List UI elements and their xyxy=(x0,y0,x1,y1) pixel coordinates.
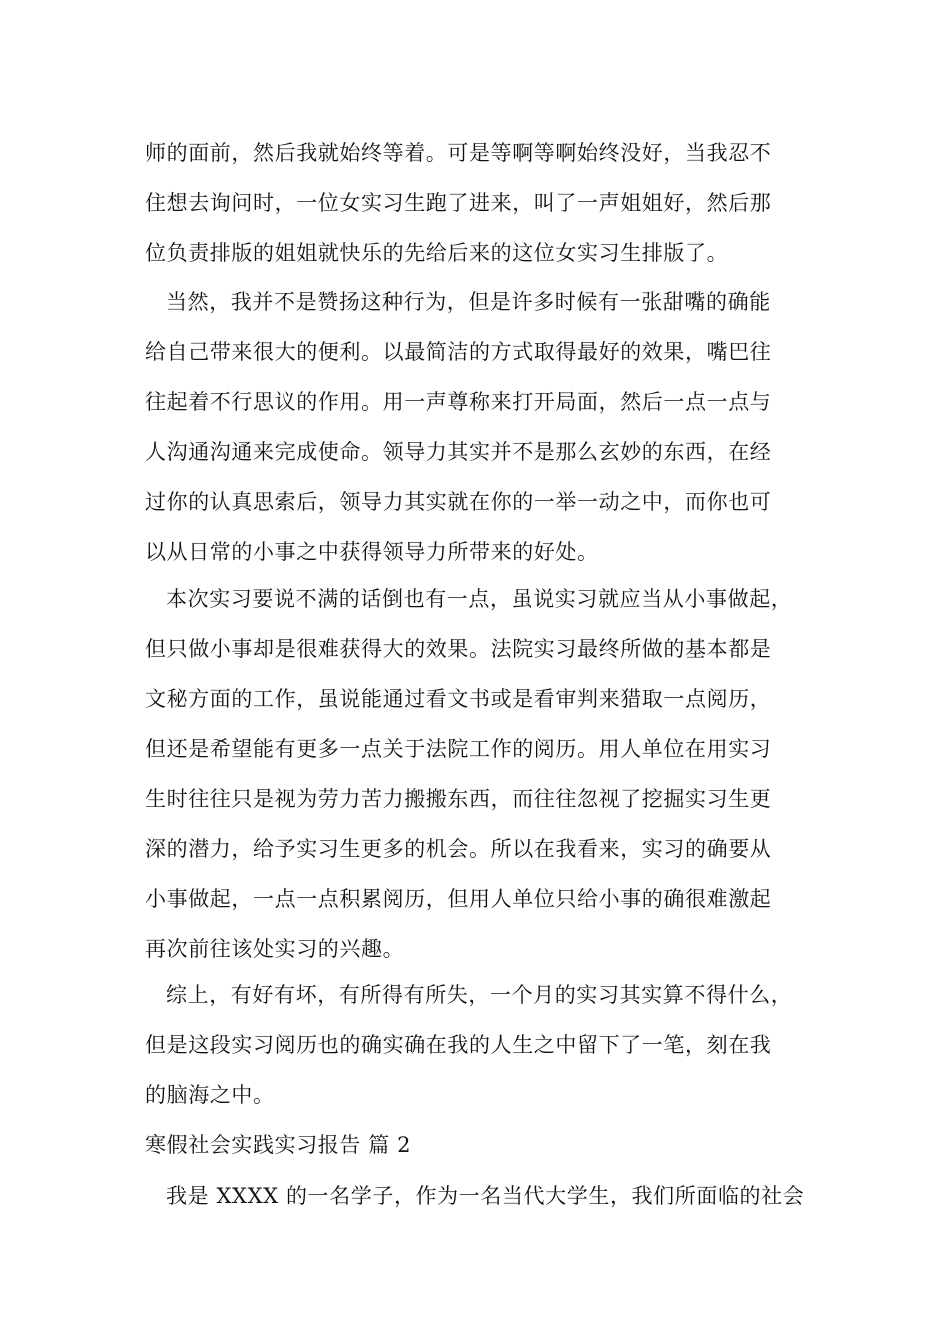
paragraph-line: 生时往往只是视为劳力苦力搬搬东西，而往往忽视了挖掘实习生更 xyxy=(145,787,772,811)
paragraph-line: 位负责排版的姐姐就快乐的先给后来的这位女实习生排版了。 xyxy=(145,241,729,265)
paragraph-4 xyxy=(145,970,825,1120)
paragraph-1 xyxy=(145,128,825,278)
paragraph-line: 人沟通沟通来完成使命。领导力其实并不是那么玄妙的东西，在经 xyxy=(145,440,772,464)
paragraph-line: 师的面前，然后我就始终等着。可是等啊等啊始终没好，当我忍不 xyxy=(145,141,772,165)
paragraph-5 xyxy=(145,1171,825,1221)
paragraph-line: 但只做小事却是很难获得大的效果。法院实习最终所做的基本都是 xyxy=(145,637,772,661)
paragraph-line: 住想去询问时，一位女实习生跑了进来，叫了一声姐姐好，然后那 xyxy=(145,191,772,215)
paragraph-line: 的脑海之中。 xyxy=(145,1083,275,1107)
paragraph-line: 但是这段实习阅历也的确实确在我的人生之中留下了一笔，刻在我 xyxy=(145,1033,772,1057)
paragraph-3 xyxy=(145,574,825,974)
section-heading: 寒假社会实践实习报告 篇 2 xyxy=(145,1133,412,1157)
paragraph-line: 往起着不行思议的作用。用一声尊称来打开局面，然后一点一点与 xyxy=(145,390,772,414)
paragraph-line: 但还是希望能有更多一点关于法院工作的阅历。用人单位在用实习 xyxy=(145,737,772,761)
paragraph-line: 本次实习要说不满的话倒也有一点，虽说实习就应当从小事做起， xyxy=(166,587,793,611)
paragraph-line: 以从日常的小事之中获得领导力所带来的好处。 xyxy=(145,540,599,564)
paragraph-line: 小事做起，一点一点积累阅历，但用人单位只给小事的确很难激起 xyxy=(145,887,772,911)
paragraph-line: 文秘方面的工作，虽说能通过看文书或是看审判来猎取一点阅历， xyxy=(145,687,772,711)
paragraph-2 xyxy=(145,277,825,577)
paragraph-line: 综上，有好有坏，有所得有所失，一个月的实习其实算不得什么， xyxy=(166,983,793,1007)
paragraph-line: 过你的认真思索后，领导力其实就在你的一举一动之中，而你也可 xyxy=(145,490,772,514)
paragraph-line: 当然，我并不是赞扬这种行为，但是许多时候有一张甜嘴的确能 xyxy=(166,290,771,314)
paragraph-line: 深的潜力，给予实习生更多的机会。所以在我看来，实习的确要从 xyxy=(145,837,772,861)
paragraph-line: 我是 XXXX 的一名学子，作为一名当代大学生，我们所面临的社会 xyxy=(166,1184,805,1208)
paragraph-line: 给自己带来很大的便利。以最简洁的方式取得最好的效果，嘴巴往 xyxy=(145,340,772,364)
paragraph-line: 再次前往该处实习的兴趣。 xyxy=(145,937,405,961)
